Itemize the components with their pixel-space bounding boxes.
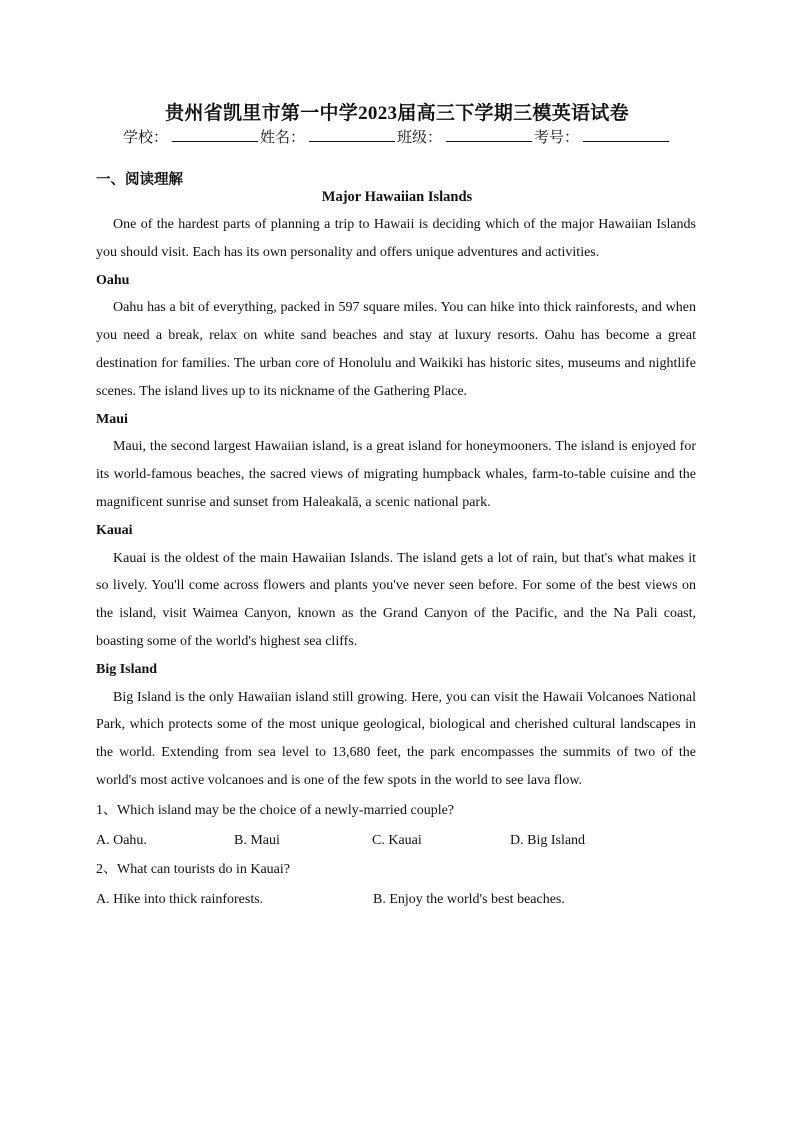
exam-number-label: 考号： <box>534 130 580 146</box>
exam-title: 贵州省凯里市第一中学2023届高三下学期三模英语试卷 <box>165 103 629 124</box>
island-paragraph-maui: Maui, the second largest Hawaiian island, is a great island for honeymooners. The island is enjoyed for its world-famous beaches, the sacred views of migrating humpback whales, farm-to-table cuisine and the magnificent sunrise and sunset from Haleakalā, a scenic national park. <box>96 439 696 510</box>
island-heading-maui: Maui <box>96 411 128 427</box>
island-paragraph-kauai: Kauai is the oldest of the main Hawaiian Islands. The island gets a lot of rain, but that's what makes it so lively. You'll come across flowers and plants you've never seen before. For some of the best views on the island, visit Waimea Canyon, known as the Grand Canyon of the Pacific, and the Na Pali coast, boasting some of the world's highest sea cliffs. <box>96 550 696 649</box>
class-blank <box>446 127 532 142</box>
question-2-option-b[interactable]: B. Enjoy the world's best beaches. <box>373 892 565 908</box>
school-label: 学校： <box>122 130 168 146</box>
question-1-option-c[interactable]: C. Kauai <box>372 832 422 848</box>
intro-paragraph: One of the hardest parts of planning a trip to Hawaii is deciding which of the major Hawaiian Islands you should visit. Each has its own personality and offers unique adventures and activities. <box>96 217 696 260</box>
name-blank <box>309 127 395 142</box>
island-paragraph-big-island: Big Island is the only Hawaiian island still growing. Here, you can visit the Hawaii Volcanoes National Park, which protects some of the most unique geological, biological and cherished cultural landscapes in the world. Extending from sea level to 13,680 feet, the park encompasses the summits of two of the world's most active volcanoes and is one of the few spots in the world to see lava flow. <box>96 689 696 788</box>
question-1-options <box>96 827 696 855</box>
student-info-line <box>0 126 794 147</box>
island-paragraph-oahu: Oahu has a bit of everything, packed in 597 square miles. You can hike into thick rainforests, and when you need a break, relax on white sand beaches and stay at luxury resorts. Oahu has become a great destination for families. The urban core of Honolulu and Waikiki has historic sites, museums and nightlife scenes. The island lives up to its nickname of the Gathering Place. <box>96 300 696 399</box>
question-2-options <box>96 886 696 914</box>
article-title: Major Hawaiian Islands <box>321 189 473 205</box>
name-label: 姓名： <box>259 130 305 146</box>
article-body <box>96 211 696 914</box>
island-heading-big-island: Big Island <box>96 661 158 677</box>
question-1-option-d[interactable]: D. Big Island <box>510 832 586 848</box>
question-1-option-a[interactable]: A. Oahu. <box>96 832 147 848</box>
class-label: 班级： <box>397 130 443 146</box>
question-2-stem: 2、What can tourists do in Kauai? <box>96 862 291 878</box>
island-heading-oahu: Oahu <box>96 272 130 288</box>
island-heading-kauai: Kauai <box>96 522 133 538</box>
exam-number-blank <box>583 127 669 142</box>
question-1-stem: 1、Which island may be the choice of a newly-married couple? <box>96 802 455 818</box>
question-1-option-b[interactable]: B. Maui <box>234 832 280 848</box>
school-blank <box>172 127 258 142</box>
section-heading: 一、阅读理解 <box>96 172 183 188</box>
question-2-option-a[interactable]: A. Hike into thick rainforests. <box>96 892 264 908</box>
